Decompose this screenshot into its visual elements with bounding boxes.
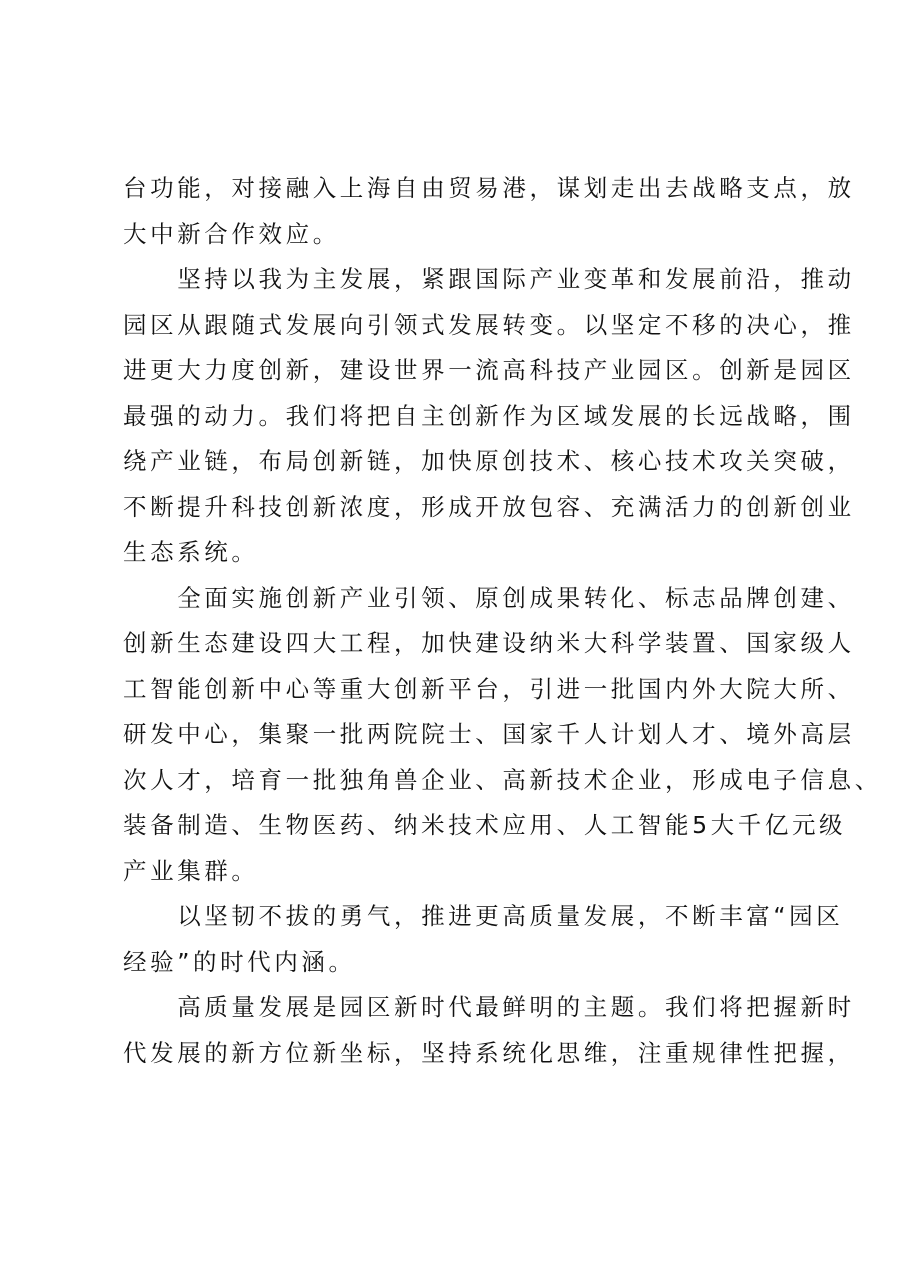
text-line: 工智能创新中心等重大创新平台，引进一批国内外大院大所、	[123, 674, 855, 703]
text-line: 高质量发展是园区新时代最鲜明的主题。我们将把握新时	[123, 993, 855, 1021]
text-line: 进更大力度创新，建设世界一流高科技产业园区。创新是园区	[123, 356, 855, 384]
text-line: 经验”的时代内涵。	[123, 947, 356, 976]
text-line: 不断提升科技创新浓度，形成开放包容、充满活力的创新创业	[123, 492, 855, 521]
text-line: 绕产业链，布局创新链，加快原创技术、核心技术攻关突破，	[123, 447, 855, 475]
paragraph-2	[123, 257, 855, 576]
text-line: 产业集群。	[123, 856, 259, 885]
text-line: 坚持以我为主发展，紧跟国际产业变革和发展前沿，推动	[123, 265, 855, 293]
text-line: 最强的动力。我们将把自主创新作为区域发展的长远战略，围	[123, 401, 855, 430]
paragraph-4	[123, 894, 844, 985]
paragraph-3	[123, 576, 882, 895]
text-line: 次人才，培育一批独角兽企业、高新技术企业，形成电子信息、	[123, 765, 882, 794]
text-line: 创新生态建设四大工程，加快建设纳米大科学装置、国家级人	[123, 629, 855, 657]
text-line: 生态系统。	[123, 538, 259, 566]
paragraph-5	[123, 985, 855, 1076]
text-line: 装备制造、生物医药、纳米技术应用、人工智能5大千亿元级	[123, 811, 847, 839]
paragraph-1	[123, 166, 855, 257]
text-line: 以坚韧不拔的勇气，推进更高质量发展，不断丰富“园区	[123, 902, 844, 930]
text-line: 全面实施创新产业引领、原创成果转化、标志品牌创建、	[123, 583, 855, 612]
text-line: 研发中心，集聚一批两院院士、国家千人计划人才、境外高层	[123, 720, 855, 748]
text-line: 代发展的新方位新坐标，坚持系统化思维，注重规律性把握，	[123, 1038, 855, 1067]
text-line: 台功能，对接融入上海自由贸易港，谋划走出去战略支点，放	[123, 174, 855, 202]
document-body	[123, 166, 882, 1076]
text-line: 园区从跟随式发展向引领式发展转变。以坚定不移的决心，推	[123, 310, 855, 339]
text-line: 大中新合作效应。	[123, 219, 340, 248]
